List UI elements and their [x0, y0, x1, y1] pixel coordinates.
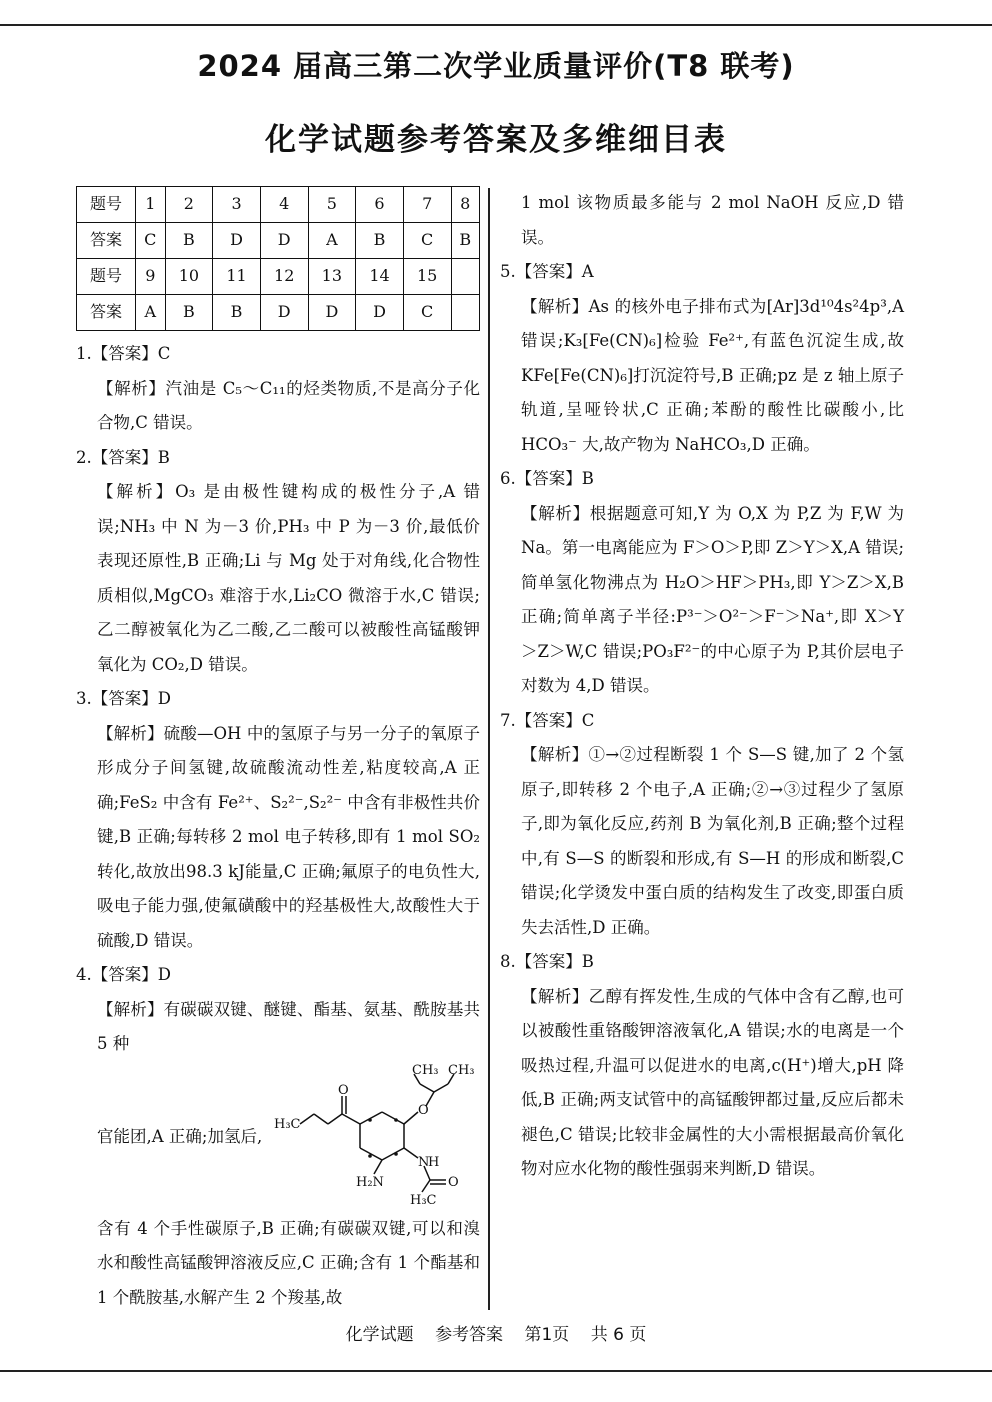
- answer-table-cell: D: [213, 223, 261, 259]
- answer-table-cell: [451, 295, 480, 331]
- mol-n: N: [418, 1154, 430, 1170]
- answer-table-cell: 15: [403, 259, 451, 295]
- q6-explanation: 【解析】根据题意可知,Y 为 O,X 为 P,Z 为 F,W 为 Na。第一电离能应为 F＞O＞P,即 Z＞Y＞X,A 错误;简单氢化物沸点为 H₂O＞HF＞PH₃,即 Y＞Z＞X,B 正确;简单离子半径:P³⁻＞O²⁻＞F⁻＞Na⁺,即 X＞Y＞Z＞W,C 错误;PO₃F²⁻的中心原子为 P,其价层电子对数为 4,D 错误。: [521, 503, 904, 695]
- q5-answer: 5.【答案】A: [500, 262, 594, 281]
- answer-table-cell: 12: [260, 259, 308, 295]
- answer-table-cell: B: [356, 223, 404, 259]
- answer-table-cell: 7: [403, 187, 451, 223]
- answer-table-row: [77, 223, 480, 259]
- mol-ch3-a: CH₃: [412, 1062, 439, 1078]
- answer-table-header-cell: 答案: [77, 223, 136, 259]
- answer-table-cell: B: [165, 223, 213, 259]
- q4-explanation-part1: 【解析】有碳碳双键、醚键、酯基、氨基、酰胺基共 5 种: [97, 999, 480, 1053]
- q3-explanation: 【解析】硫酸—OH 中的氢原子与另一分子的氧原子形成分子间氢键,故硫酸流动性差,粘度较高,A 正确;FeS₂ 中含有 Fe²⁺、S₂²⁻,S₂²⁻ 中含有非极性共价键,B 正确;每转移 2 mol 电子转移,即有 1 mol SO₂ 转化,故放出98.3 kJ能量,C 正确;氟原子的电负性大,吸电子能力强,使氟磺酸中的羟基极性大,故酸性大于硫酸,D 错误。: [97, 723, 480, 950]
- answer-table-cell: B: [451, 223, 480, 259]
- answer-table-cell: D: [260, 223, 308, 259]
- bottom-rule: [0, 1370, 992, 1372]
- q4-explanation-part3: 含有 4 个手性碳原子,B 正确;有碳碳双键,可以和溴水和酸性高锰酸钾溶液反应,C 正确;含有 1 个酯基和 1 个酰胺基,水解产生 2 个羧基,故: [97, 1218, 480, 1307]
- top-rule: [0, 24, 992, 26]
- answer-table-cell: 13: [308, 259, 356, 295]
- q8-answer: 8.【答案】B: [500, 952, 594, 971]
- answer-table-cell: C: [403, 223, 451, 259]
- mol-o-ether: O: [418, 1102, 429, 1118]
- mol-ch3-b: CH₃: [448, 1062, 475, 1078]
- q2-answer: 2.【答案】B: [76, 447, 170, 467]
- answer-table-cell: B: [165, 295, 213, 331]
- answer-table-cell: [451, 259, 480, 295]
- answer-table-cell: 11: [213, 259, 261, 295]
- answer-table-row: [77, 187, 480, 223]
- answer-table-cell: C: [136, 223, 166, 259]
- answer-table-header-cell: 答案: [77, 295, 136, 331]
- mol-h: H: [428, 1154, 440, 1170]
- answer-table: [76, 186, 480, 331]
- answer-table-cell: D: [356, 295, 404, 331]
- answer-table-cell: A: [136, 295, 166, 331]
- answer-table-row: [77, 295, 480, 331]
- answer-table-cell: 1: [136, 187, 166, 223]
- answer-table-cell: 5: [308, 187, 356, 223]
- answer-table-cell: 3: [213, 187, 261, 223]
- q3-answer: 3.【答案】D: [76, 689, 171, 708]
- mol-o-carbonyl: O: [338, 1082, 349, 1098]
- answer-table-cell: 9: [136, 259, 166, 295]
- molecule-structure: [262, 1062, 482, 1212]
- q7-explanation: 【解析】①→②过程断裂 1 个 S—S 键,加了 2 个氢原子,即转移 2 个电子,A 正确;②→③过程少了氢原子,即为氧化反应,药剂 B 为氧化剂,B 正确;整个过程中,有 S—S 的断裂和形成,有 S—H 的形成和断裂,C 错误;化学烫发中蛋白质的结构发生了改变,即蛋白质失去活性,D 正确。: [521, 745, 904, 937]
- q7-answer: 7.【答案】C: [500, 710, 595, 730]
- answer-table-cell: C: [403, 295, 451, 331]
- mol-o-amide: O: [448, 1174, 459, 1190]
- right-column: [500, 186, 904, 1187]
- q1-answer: 1.【答案】C: [76, 344, 171, 363]
- q4-answer: 4.【答案】D: [76, 965, 171, 984]
- footer-total: 共 6 页: [590, 1325, 647, 1345]
- q4-molecule-line: [76, 1062, 480, 1212]
- document-title: 化学试题参考答案及多维细目表: [265, 122, 727, 158]
- q8-explanation: 【解析】乙醇有挥发性,生成的气体中含有乙醇,也可以被酸性重铬酸钾溶液氧化,A 错误;水的电离是一个吸热过程,升温可以促进水的电离,c(H⁺)增大,pH 降低,B 正确;两支试管中的高锰酸钾都过量,反应后都未褪色,C 错误;比较非金属性的大小需根据最高价氧化物对应水化物的酸性强弱来判断,D 错误。: [521, 986, 904, 1178]
- q6-answer: 6.【答案】B: [500, 469, 594, 488]
- q5-explanation: 【解析】As 的核外电子排布式为[Ar]3d¹⁰4s²4p³,A 错误;K₃[Fe(CN)₆]检验 Fe²⁺,有蓝色沉淀生成,故 KFe[Fe(CN)₆]打沉淀符号,B 正确;pz 是 z 轴上原子轨道,呈哑铃状,C 正确;苯酚的酸性比碳酸小,比 HCO₃⁻ 大,故产物为 NaHCO₃,D 正确。: [521, 296, 904, 454]
- mol-h3c-amide: H₃C: [410, 1192, 437, 1208]
- answer-table-cell: 6: [356, 187, 404, 223]
- answer-table-header-cell: 题号: [77, 187, 136, 223]
- q4-explanation-part2: 官能团,A 正确;加氢后,: [97, 1126, 263, 1146]
- page-footer: [0, 1320, 992, 1345]
- exam-title: 2024 届高三第二次学业质量评价(T8 联考): [197, 49, 795, 83]
- footer-page: 第1页: [524, 1325, 570, 1345]
- answer-table-cell: 10: [165, 259, 213, 295]
- q1-explanation: 【解析】汽油是 C₅～C₁₁的烃类物质,不是高分子化合物,C 错误。: [97, 378, 480, 432]
- footer-kind: 参考答案: [435, 1325, 504, 1345]
- answer-table-cell: D: [308, 295, 356, 331]
- q2-explanation: 【解析】O₃ 是由极性键构成的极性分子,A 错误;NH₃ 中 N 为－3 价,PH₃ 中 P 为－3 价,最低价表现还原性,B 正确;Li 与 Mg 处于对角线,化合物性质相似,MgCO₃ 难溶于水,Li₂CO 微溶于水,C 错误;乙二醇被氧化为乙二酸,乙二酸可以被酸性高锰酸钾氧化为 CO₂,D 错误。: [97, 482, 480, 674]
- mol-h2n: H₂N: [356, 1174, 384, 1190]
- answer-table-cell: 14: [356, 259, 404, 295]
- left-column: [76, 186, 480, 1315]
- column-divider: [488, 188, 490, 1310]
- q4-explanation-continued: 1 mol 该物质最多能与 2 mol NaOH 反应,D 错误。: [521, 193, 904, 247]
- answer-table-row: [77, 259, 480, 295]
- footer-subject: 化学试题: [345, 1325, 414, 1345]
- answer-table-cell: A: [308, 223, 356, 259]
- answer-table-cell: 4: [260, 187, 308, 223]
- answer-table-header-cell: 题号: [77, 259, 136, 295]
- answer-table-cell: D: [260, 295, 308, 331]
- answer-table-cell: 2: [165, 187, 213, 223]
- mol-h3c: H₃C: [274, 1116, 301, 1132]
- answer-table-cell: 8: [451, 187, 480, 223]
- answer-table-cell: B: [213, 295, 261, 331]
